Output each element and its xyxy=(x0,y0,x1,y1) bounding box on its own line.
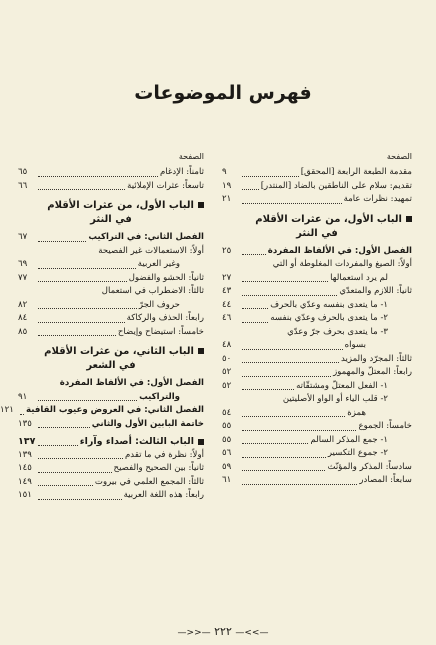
toc-entry xyxy=(222,272,412,286)
toc-entry-label: ثامناً: الإدغام xyxy=(159,167,204,177)
toc-entry xyxy=(222,193,412,207)
toc-entry xyxy=(222,353,412,367)
toc-entry xyxy=(18,418,204,432)
page-number: ٢٥ xyxy=(222,245,232,256)
toc-entry-label: الفصل الأول: في الألفاظ المفردة xyxy=(267,245,412,256)
toc-entry-label: والتراكيب xyxy=(139,391,180,402)
leader-dots xyxy=(38,308,137,309)
page-number: ٦٥ xyxy=(18,167,28,177)
toc-entry xyxy=(222,166,412,180)
toc-entry xyxy=(18,258,204,272)
leader-dots xyxy=(242,470,325,471)
toc-entry-label: ثانياً: الحشو والفضول xyxy=(128,272,204,283)
toc-entry-label: الفصل الثاني: في التراكيب xyxy=(88,232,204,242)
page-number: ٤٨ xyxy=(222,340,232,350)
toc-entry xyxy=(222,180,412,194)
leader-dots xyxy=(242,443,308,444)
leader-dots xyxy=(38,400,137,401)
page-number: ٨٢ xyxy=(18,299,28,310)
toc-entry xyxy=(222,245,412,259)
toc-entry-label: ٣- ما يتعدى بحرف جرّ وعدّي xyxy=(287,326,388,337)
toc-entry xyxy=(18,231,204,245)
page-number: ١٥١ xyxy=(18,490,32,500)
page-number: ٦١ xyxy=(222,475,232,485)
toc-entry xyxy=(222,299,412,313)
leader-dots xyxy=(242,322,268,323)
page-number: ٩ xyxy=(222,167,227,177)
toc-entry xyxy=(18,449,204,463)
leader-dots xyxy=(38,458,123,459)
toc-entry-label: بسواه xyxy=(344,340,366,350)
toc-entry-label: الفصل الثاني: في العروض وعيوب القافية xyxy=(26,405,204,415)
page-number: ٦٧ xyxy=(18,232,28,242)
page-number: ٥٥ xyxy=(222,421,232,431)
part1-heading: الباب الأول، من عثرات الأقلام xyxy=(18,199,204,213)
leader-dots xyxy=(242,281,328,282)
toc-entry xyxy=(18,326,204,340)
toc-list xyxy=(222,245,412,488)
column-header xyxy=(222,152,412,162)
column-header xyxy=(18,152,204,162)
toc-entry-label: أولاً: الاستعمالات غير الفصيحة xyxy=(98,245,204,256)
toc-entry-label: خامساً: الجموع xyxy=(358,421,412,431)
toc-entry xyxy=(18,166,204,180)
leader-dots xyxy=(38,472,112,473)
part3-heading-row xyxy=(18,435,204,449)
toc-entry xyxy=(222,339,412,353)
part2-subheading: في الشعر xyxy=(86,360,136,371)
part2-heading: الباب الثاني، من عثرات الأقلام xyxy=(18,345,204,359)
toc-entry xyxy=(18,462,204,476)
leader-dots xyxy=(38,176,158,177)
toc-list-top xyxy=(18,166,204,193)
leader-dots xyxy=(38,335,116,336)
page-number: ٤٤ xyxy=(222,299,232,310)
leader-dots xyxy=(38,485,93,486)
toc-entry xyxy=(222,380,412,394)
page-title: فهرس الموضوعات xyxy=(134,82,312,104)
leader-dots xyxy=(242,203,342,204)
toc-entry xyxy=(222,258,412,272)
toc-entry-label: رابعاً: المعتلّ والمهموز xyxy=(333,367,412,377)
toc-list-part3 xyxy=(18,449,204,503)
toc-list-part2 xyxy=(0,377,204,431)
toc-entry-label: همزة xyxy=(347,407,366,418)
toc-entry-label: ٢- جموع التكسير xyxy=(327,448,388,458)
footer-page-number: ٢٢٢ xyxy=(214,625,232,638)
toc-entry-label: ثانياً: اللازم والمتعدّي xyxy=(339,286,412,296)
page-label: الصفحة xyxy=(178,152,204,161)
page-number: ٥٢ xyxy=(222,367,232,377)
leader-dots xyxy=(242,295,337,296)
toc-entry-label: رابعاً: الحذف والركاكة xyxy=(126,313,204,323)
toc-entry-label: الفصل الأول: في الألفاظ المفردة xyxy=(59,378,204,388)
toc-entry-label: خامساً: استيضاح وإيضاح xyxy=(117,326,204,337)
bullet-square-icon xyxy=(406,216,412,222)
toc-list-part1 xyxy=(18,231,204,339)
toc-entry-label: لم يرد استعمالها xyxy=(330,272,388,283)
toc-entry-label: ثالثاً: المجرّد والمزيد xyxy=(340,353,412,364)
footer-ornament-left: —>>— xyxy=(235,628,269,638)
part1-subheading: في النثر xyxy=(296,227,338,239)
page-number: ٢٧ xyxy=(222,272,232,283)
toc-entry xyxy=(222,407,412,421)
page-number: ١٤٥ xyxy=(18,463,32,473)
page-number: ٨٥ xyxy=(18,326,28,337)
toc-entry-label: ١- جمع المذكر السالم xyxy=(310,434,388,445)
leader-dots xyxy=(38,241,86,242)
toc-entry-label: ثانياً: بين الصحيح والفصيح xyxy=(113,463,204,473)
toc-entry-label: رابعاً: هذه اللغة العربية xyxy=(123,490,204,500)
page-number: ٤٣ xyxy=(222,286,232,296)
leader-dots xyxy=(242,189,259,190)
toc-entry xyxy=(18,312,204,326)
page-number: ٤٦ xyxy=(222,313,232,323)
leader-dots xyxy=(38,322,125,323)
page-number: ٥٥ xyxy=(222,434,232,445)
leader-dots xyxy=(242,376,331,377)
toc-entry xyxy=(18,476,204,490)
leader-dots xyxy=(242,484,357,485)
toc-entry xyxy=(0,404,204,418)
toc-left-column xyxy=(0,152,204,503)
toc-entry xyxy=(18,489,204,503)
toc-entry-label: ٢- قلب الياء أو الواو الأصليتين xyxy=(282,394,388,404)
page-number: ٨٤ xyxy=(18,313,28,323)
toc-entry-label: تقديم: سلام على الناطقين بالضاد [المنتدر] xyxy=(260,180,412,191)
toc-entry xyxy=(18,272,204,286)
page-label: الصفحة xyxy=(386,152,412,161)
toc-entry xyxy=(222,447,412,461)
part1-subheading: في النثر xyxy=(90,214,132,225)
leader-dots xyxy=(38,281,127,282)
part1-heading: الباب الأول، من عثرات الأقلام xyxy=(222,213,412,227)
toc-entry xyxy=(222,474,412,488)
leader-dots xyxy=(242,254,266,255)
page-number: ٥٢ xyxy=(222,380,232,391)
leader-dots xyxy=(242,430,356,431)
page-number: ٩١ xyxy=(18,391,28,402)
leader-dots xyxy=(38,445,78,446)
page-number: ٧٧ xyxy=(18,272,28,283)
toc-entry xyxy=(222,461,412,475)
toc-entry-label: ١- ما يتعدى بنفسه وعدّي بالحرف xyxy=(270,299,388,310)
toc-entry-label: أولاً: الصيغ والمفردات المغلوطة أو التي xyxy=(272,259,412,269)
leader-dots xyxy=(242,362,339,363)
page-number: ١٤٩ xyxy=(18,476,32,487)
toc-entry xyxy=(222,285,412,299)
toc-entry xyxy=(18,299,204,313)
page-number: ٥٠ xyxy=(222,353,232,364)
toc-entry-label: ٢- ما يتعدى بالحرف وعدّي بنفسه xyxy=(270,313,388,323)
leader-dots xyxy=(38,189,125,190)
page-number: ١٩ xyxy=(222,180,232,191)
bullet-square-icon xyxy=(198,348,204,354)
toc-entry xyxy=(222,366,412,380)
bullet-square-icon xyxy=(198,202,204,208)
page-number: ٥٦ xyxy=(222,448,232,458)
part3-heading: الباب الثالث: أصداء وآراء xyxy=(79,436,194,447)
toc-entry-label: مقدمة الطبعة الرابعة [المحقق] xyxy=(300,167,412,177)
toc-entry-label: سادساً: المذكر والمؤنّث xyxy=(327,461,412,472)
toc-entry xyxy=(222,326,412,340)
toc-entry-label: وغير العربية xyxy=(137,259,180,269)
toc-entry xyxy=(18,245,204,259)
leader-dots xyxy=(242,308,268,309)
page-number: ٥٩ xyxy=(222,461,232,472)
leader-dots xyxy=(38,427,90,428)
toc-entry xyxy=(18,391,204,405)
toc-entry-label: ١- الفعل المعتلّ ومشتقّاته xyxy=(296,380,388,391)
page-number: ٥٤ xyxy=(222,407,232,418)
page-number: ١٣٥ xyxy=(18,418,32,429)
page-number: ٢١ xyxy=(222,194,232,204)
leader-dots xyxy=(242,349,343,350)
toc-entry-label: تاسعاً: عثرات الإملائية xyxy=(127,180,204,191)
leader-dots xyxy=(20,414,24,415)
toc-entry xyxy=(18,285,204,299)
toc-entry xyxy=(222,393,412,407)
toc-entry-label: حروف الجرّ xyxy=(138,299,180,310)
toc-entry-label: ثالثاً: الاضطراب في استعمال xyxy=(101,286,204,296)
toc-entry xyxy=(18,377,204,391)
toc-entry xyxy=(18,180,204,194)
page-number: ١٣٩ xyxy=(18,449,32,460)
page-number: ٦٩ xyxy=(18,259,28,269)
page-number: ١٢١ xyxy=(0,405,14,415)
page-footer xyxy=(10,625,436,638)
leader-dots xyxy=(242,389,294,390)
toc-entry-label: تمهيد: نظرات عامة xyxy=(343,194,412,204)
toc-entry-label: أولاً: نظرة في ما تقدم xyxy=(124,449,204,460)
page-number: ٦٦ xyxy=(18,180,28,191)
toc-entry-label: ثالثاً: المجمع العلمي في بيروت xyxy=(94,476,204,487)
toc-entry xyxy=(222,312,412,326)
toc-entry-label: خاتمة البابين الأول والثاني xyxy=(91,418,204,429)
bullet-square-icon xyxy=(198,439,204,445)
toc-right-column xyxy=(222,152,412,488)
toc-entry-label: سابعاً: المصادر xyxy=(359,475,412,485)
page-number: ١٣٧ xyxy=(18,436,36,447)
leader-dots xyxy=(38,499,122,500)
leader-dots xyxy=(242,176,299,177)
leader-dots xyxy=(242,416,345,417)
leader-dots xyxy=(38,268,136,269)
intro-list xyxy=(222,166,412,207)
footer-ornament-right: —<<— xyxy=(177,628,211,638)
toc-entry xyxy=(222,420,412,434)
leader-dots xyxy=(242,457,326,458)
toc-entry xyxy=(222,434,412,448)
